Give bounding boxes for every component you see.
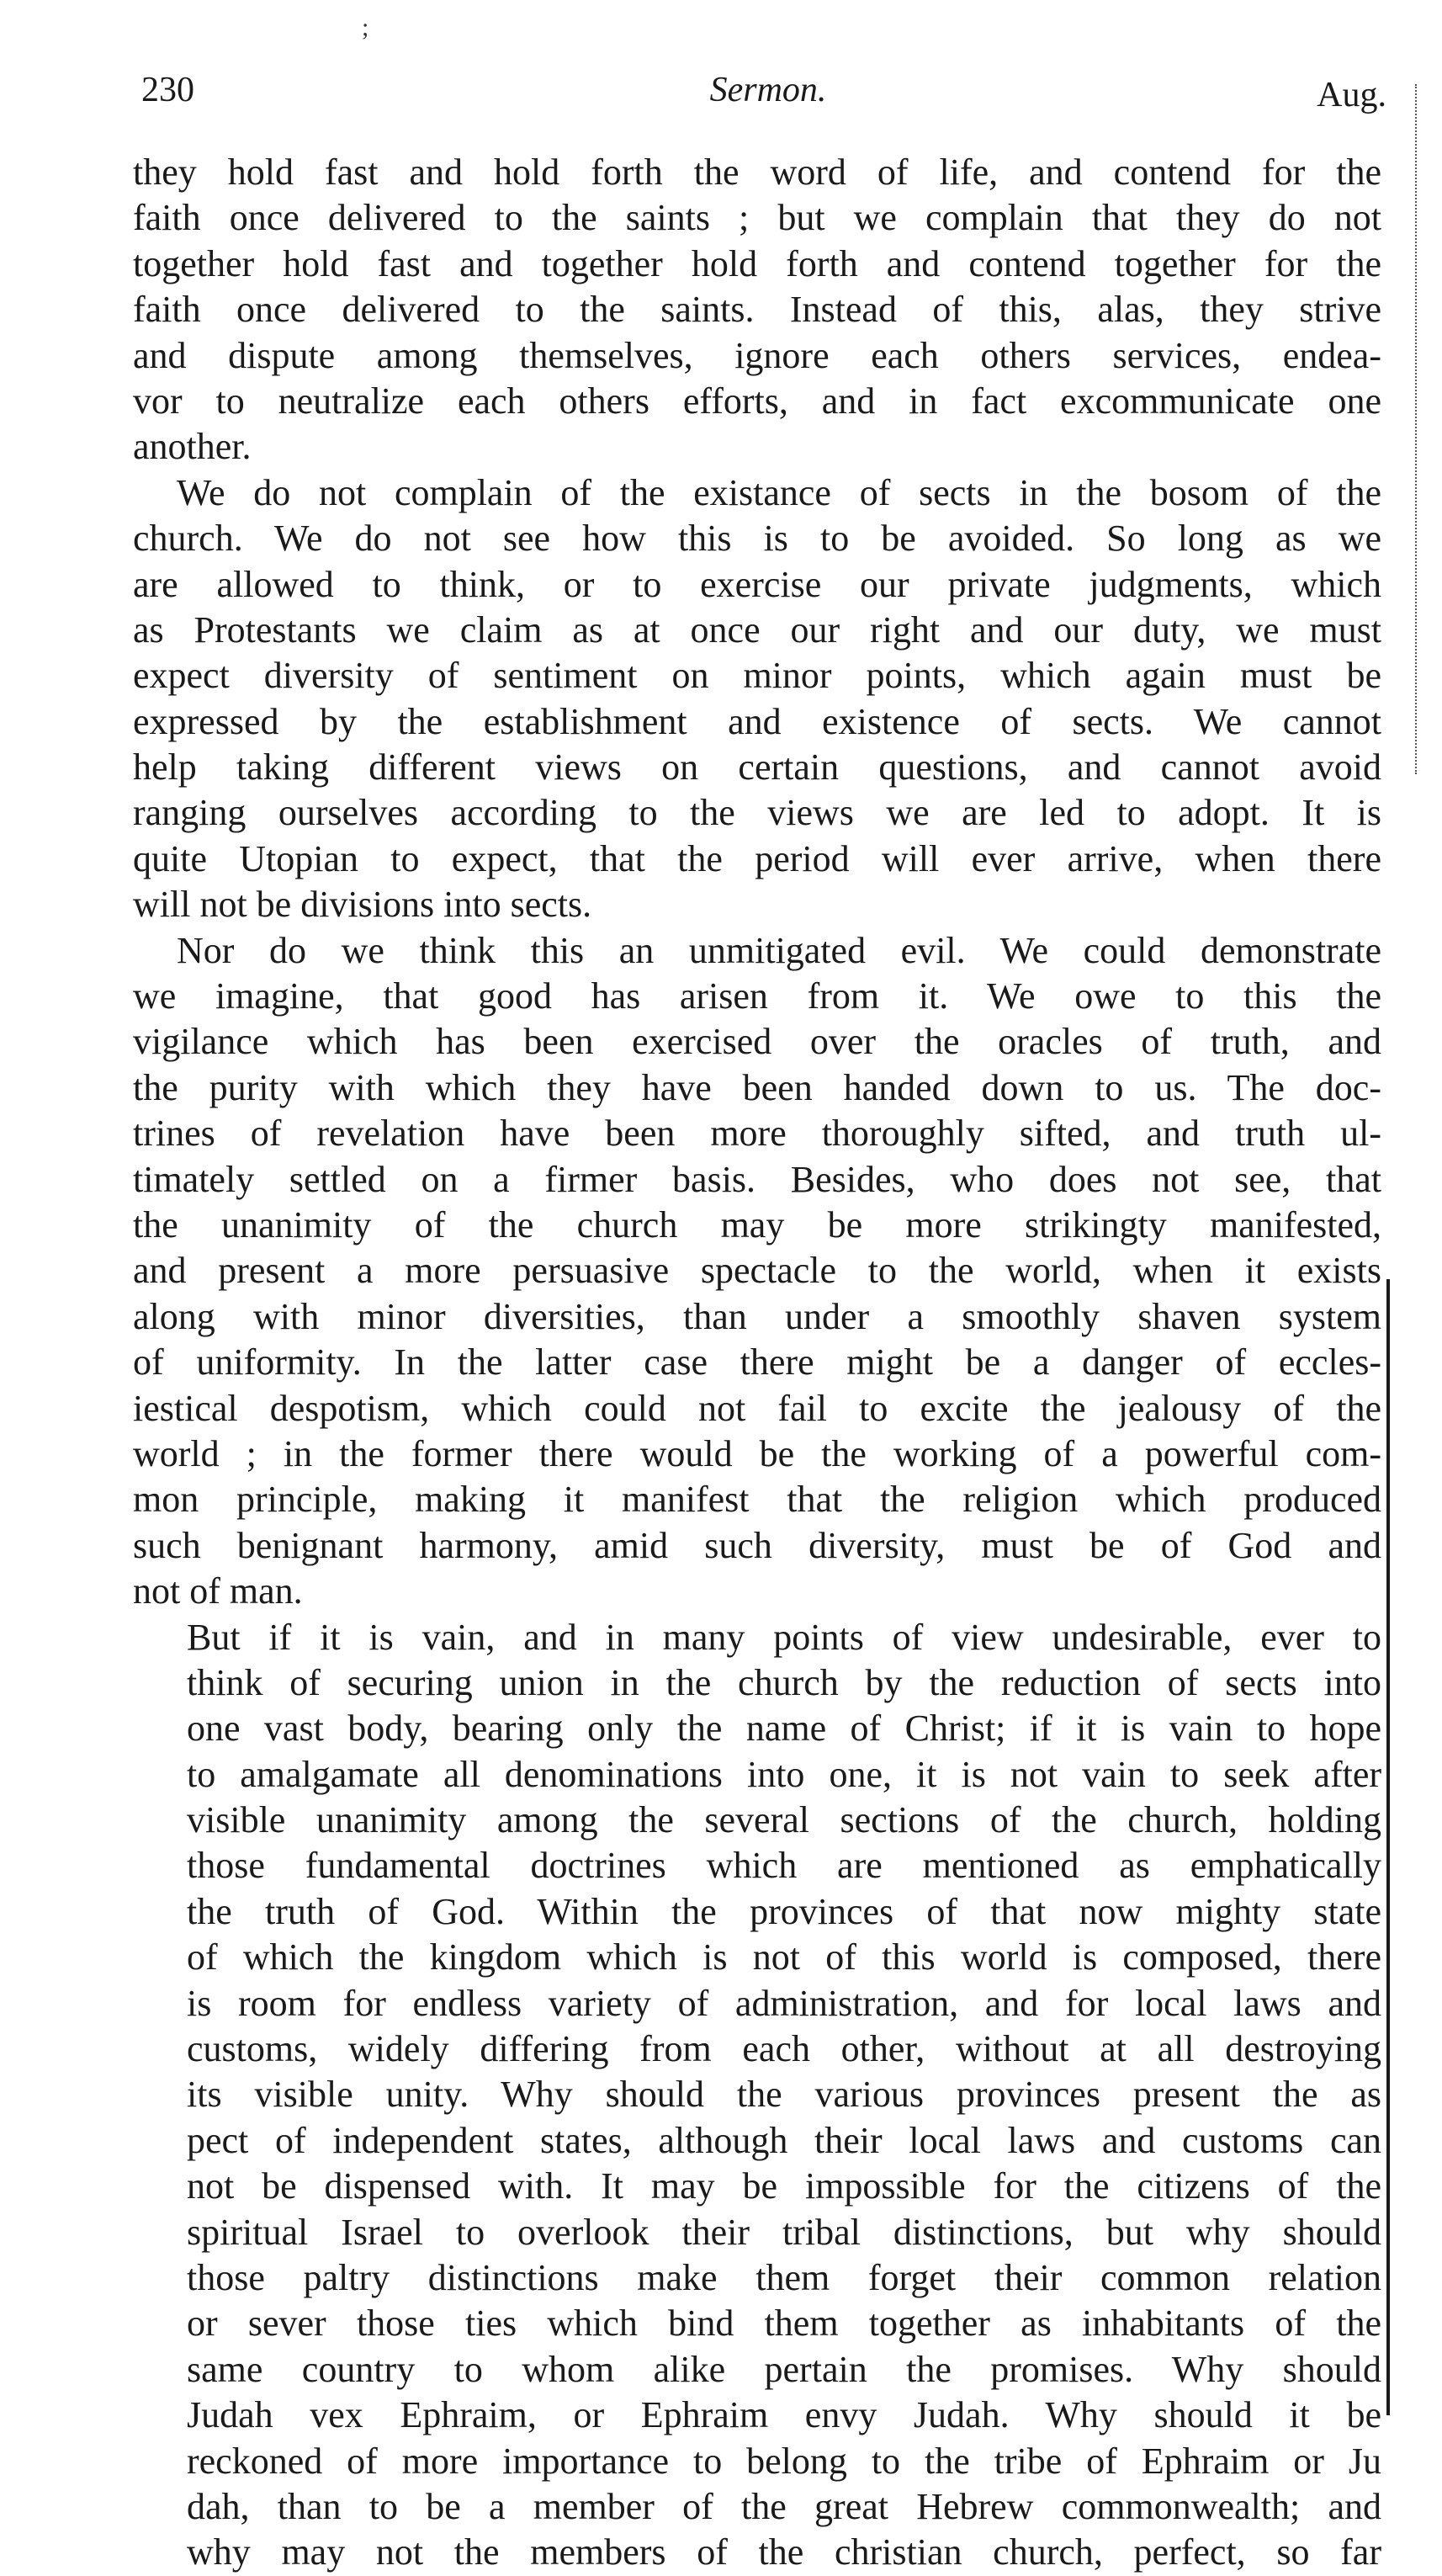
text-line: customs, widely differing from each other, without at all destroying [187,2028,1381,2070]
text-line: pect of independent states, although their local laws and customs can [187,2119,1381,2161]
text-line: we imagine, that good has arisen from it. We owe to this the [133,975,1381,1017]
text-line: mon principle, making it manifest that the religion which produced [133,1479,1381,1521]
text-line: together hold fast and together hold forth and contend together for the [133,242,1381,284]
text-line: and dispute among themselves, ignore each others services, endea- [133,334,1381,376]
text-line: world ; in the former there would be the working of a powerful com- [133,1432,1381,1474]
text-line: is room for endless variety of administration, and for local laws and [187,1982,1381,2024]
text-line: reckoned of more importance to belong to the tribe of Ephraim or Ju [187,2440,1381,2482]
sermon-body [133,150,1381,2576]
text-line: of which the kingdom which is not of this world is composed, there [187,1936,1381,1978]
text-line: one vast body, bearing only the name of Christ; if it is vain to hope [187,1708,1381,1750]
paragraph-start-line: But if it is vain, and in many points of view undesirable, ever to [187,1616,1381,1658]
text-line: its visible unity. Why should the various provinces present the as [187,2074,1381,2116]
running-month: Aug. [1317,76,1386,114]
text-line: visible unanimity among the several sections of the church, holding [187,1799,1381,1841]
text-line: think of securing union in the church by the reduction of sects into [187,1661,1381,1703]
text-line: faith once delivered to the saints. Instead of this, alas, they strive [133,289,1381,331]
text-line: Judah vex Ephraim, or Ephraim envy Judah. Why should it be [187,2394,1381,2436]
paragraph-start-line: Nor do we think this an unmitigated evil. We could demonstrate [177,929,1381,971]
text-line: vor to neutralize each others efforts, and in fact excommunicate one [133,380,1381,422]
page-number: 230 [141,71,194,109]
text-line: why may not the members of the christian church, perfect, so far [187,2531,1381,2573]
text-line: expect diversity of sentiment on minor points, which again must be [133,655,1381,697]
paragraph-start-line: We do not complain of the existance of sects in the bosom of the [177,471,1381,513]
text-line: those paltry distinctions make them forget their common relation [187,2256,1381,2298]
text-line: another. [133,426,252,468]
text-line: help taking different views on certain questions, and cannot avoid [133,746,1381,789]
text-line: same country to whom alike pertain the promises. Why should [187,2348,1381,2390]
text-line: vigilance which has been exercised over the oracles of truth, and [133,1021,1381,1063]
text-line: those fundamental doctrines which are mentioned as emphatically [187,1845,1381,1887]
gutter-dotted-rule [1415,84,1418,774]
text-line: church. We do not see how this is to be avoided. So long as we [133,518,1381,560]
text-line: the unanimity of the church may be more strikingty manifested, [133,1203,1381,1246]
text-line: not be dispensed with. It may be impossible for the citizens of the [187,2165,1381,2207]
text-line: are allowed to think, or to exercise our private judgments, which [133,563,1381,605]
text-line: as Protestants we claim as at once our right and our duty, we must [133,608,1381,651]
text-line: they hold fast and hold forth the word of life, and contend for the [133,151,1381,193]
text-line: iestical despotism, which could not fail to excite the jealousy of the [133,1387,1381,1429]
ink-speck: ; [362,13,369,41]
text-line: expressed by the establishment and existence of sects. We cannot [133,700,1381,742]
text-line: spiritual Israel to overlook their tribal distinctions, but why should [187,2211,1381,2253]
gutter-rule [1386,1279,1390,2415]
text-line: along with minor diversities, than under a smoothly shaven system [133,1295,1381,1337]
text-line: or sever those ties which bind them together as inhabitants of the [187,2302,1381,2345]
text-line: of uniformity. In the latter case there might be a danger of eccles- [133,1341,1381,1384]
text-line: the truth of God. Within the provinces of that now mighty state [187,1890,1381,1932]
text-line: timately settled on a firmer basis. Besides, who does not see, that [133,1158,1381,1200]
text-line: to amalgamate all denominations into one, it is not vain to seek after [187,1753,1381,1795]
text-line: such benignant harmony, amid such diversity, must be of God and [133,1524,1381,1566]
text-line: the purity with which they have been handed down to us. The doc- [133,1066,1381,1108]
text-line: faith once delivered to the saints ; but we complain that they do not [133,197,1381,239]
text-line: not of man. [133,1570,303,1612]
running-header [141,69,1395,120]
text-line: will not be divisions into sects. [133,884,592,926]
text-line: dah, than to be a member of the great Hebrew commonwealth; and [187,2485,1381,2527]
text-line: ranging ourselves according to the views we are led to adopt. It is [133,792,1381,834]
text-line: and present a more persuasive spectacle to the world, when it exists [133,1250,1381,1292]
text-line: quite Utopian to expect, that the period will ever arrive, when there [133,837,1381,879]
running-title: Sermon. [709,71,827,109]
text-line: trines of revelation have been more thoroughly sifted, and truth ul- [133,1113,1381,1155]
